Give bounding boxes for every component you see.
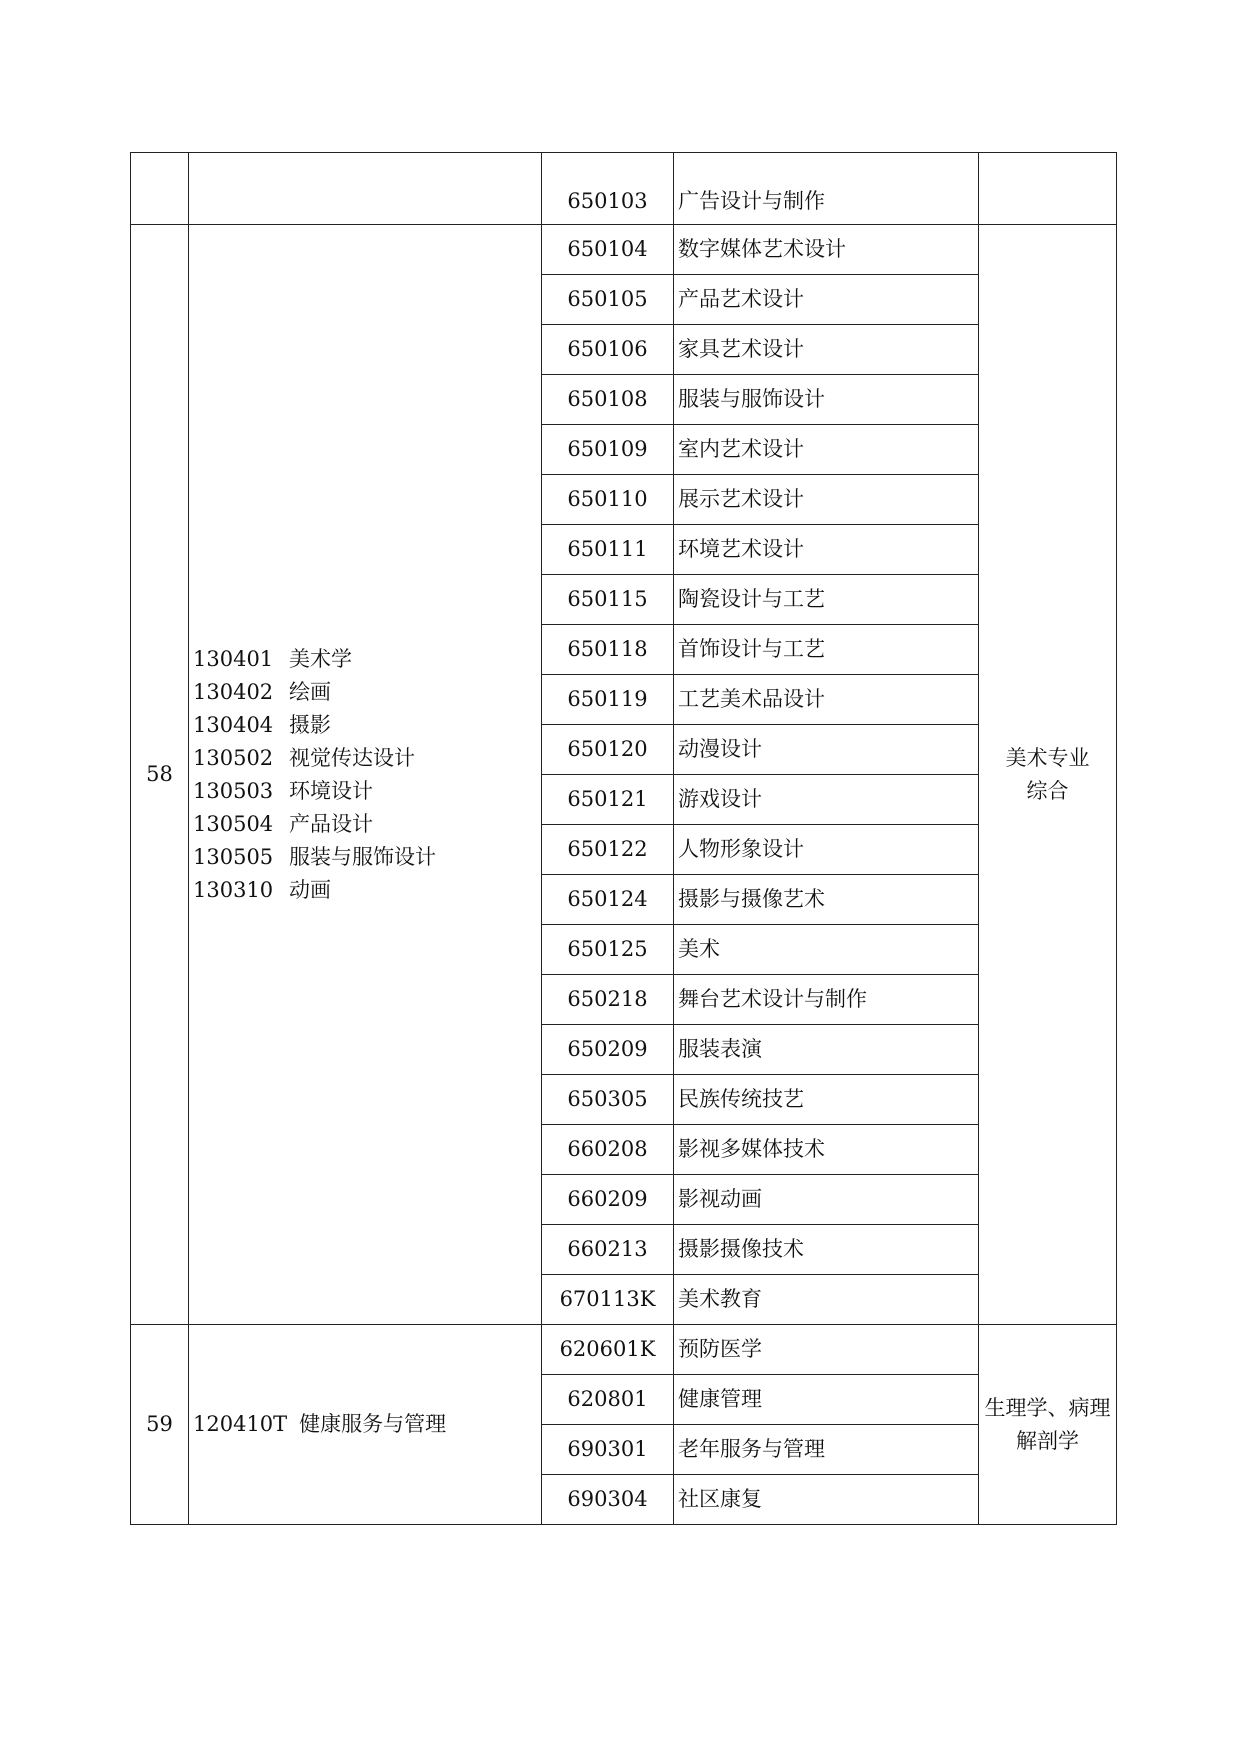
vocational-code: 650305 (542, 1075, 674, 1125)
vocational-name: 影视多媒体技术 (674, 1125, 979, 1175)
major-item (193, 676, 537, 709)
major-name: 绘画 (289, 679, 331, 704)
major-item (193, 808, 537, 841)
major-code: 130402 (193, 679, 274, 704)
exam-subject-line: 解剖学 (1016, 1428, 1079, 1453)
major-name: 产品设计 (289, 811, 373, 836)
vocational-name: 服装表演 (674, 1025, 979, 1075)
vocational-name: 民族传统技艺 (674, 1075, 979, 1125)
exam-subject-line: 美术专业 (1005, 745, 1090, 770)
vocational-name: 工艺美术品设计 (674, 675, 979, 725)
table-row (131, 225, 1117, 275)
vocational-code: 650115 (542, 575, 674, 625)
vocational-code: 650108 (542, 375, 674, 425)
vocational-code: 660213 (542, 1225, 674, 1275)
major-code: 130505 (193, 844, 274, 869)
undergrad-majors-cell (189, 1325, 542, 1525)
major-item (193, 709, 537, 742)
code-cell: 650103 (542, 153, 674, 225)
major-item (193, 775, 537, 808)
vocational-code: 670113K (542, 1275, 674, 1325)
vocational-name: 健康管理 (674, 1375, 979, 1425)
vocational-code: 650109 (542, 425, 674, 475)
group-number: 59 (131, 1325, 189, 1525)
vocational-code: 650105 (542, 275, 674, 325)
vocational-code: 650121 (542, 775, 674, 825)
vocational-name: 陶瓷设计与工艺 (674, 575, 979, 625)
vocational-name: 数字媒体艺术设计 (674, 225, 979, 275)
vocational-code: 660208 (542, 1125, 674, 1175)
major-item (193, 1408, 537, 1441)
exam-subject-line: 综合 (1026, 778, 1069, 803)
vocational-code: 650104 (542, 225, 674, 275)
vocational-name: 预防医学 (674, 1325, 979, 1375)
vocational-code: 660209 (542, 1175, 674, 1225)
vocational-name: 老年服务与管理 (674, 1425, 979, 1475)
vocational-code: 690304 (542, 1475, 674, 1525)
major-item (193, 874, 537, 907)
undergrad-majors-cell (189, 225, 542, 1325)
vocational-name: 展示艺术设计 (674, 475, 979, 525)
major-item (193, 742, 537, 775)
major-name: 环境设计 (289, 778, 373, 803)
vocational-code: 650106 (542, 325, 674, 375)
name-cell: 广告设计与制作 (674, 153, 979, 225)
group-number: 58 (131, 225, 189, 1325)
exam-subject (979, 1325, 1117, 1525)
vocational-code: 620801 (542, 1375, 674, 1425)
major-code: 130310 (193, 877, 274, 902)
vocational-name: 摄影与摄像艺术 (674, 875, 979, 925)
vocational-name: 家具艺术设计 (674, 325, 979, 375)
vocational-name: 影视动画 (674, 1175, 979, 1225)
vocational-code: 690301 (542, 1425, 674, 1475)
vocational-name: 产品艺术设计 (674, 275, 979, 325)
vocational-name: 摄影摄像技术 (674, 1225, 979, 1275)
vocational-code: 650110 (542, 475, 674, 525)
major-mapping-table (130, 152, 1117, 1525)
vocational-code: 650119 (542, 675, 674, 725)
major-code: 130404 (193, 712, 274, 737)
vocational-code: 650218 (542, 975, 674, 1025)
vocational-name: 环境艺术设计 (674, 525, 979, 575)
major-name: 摄影 (289, 712, 331, 737)
major-item (193, 841, 537, 874)
major-name: 服装与服饰设计 (289, 844, 436, 869)
exam-subject-line: 生理学、病理 (984, 1395, 1111, 1420)
vocational-name: 室内艺术设计 (674, 425, 979, 475)
vocational-code: 650118 (542, 625, 674, 675)
major-code: 130401 (193, 646, 274, 671)
exam-subject (979, 225, 1117, 1325)
vocational-code: 650120 (542, 725, 674, 775)
major-name: 动画 (289, 877, 331, 902)
vocational-name: 游戏设计 (674, 775, 979, 825)
major-code: 130504 (193, 811, 274, 836)
vocational-code: 650209 (542, 1025, 674, 1075)
exam-cell (979, 153, 1117, 225)
major-code: 120410T (193, 1412, 288, 1436)
vocational-name: 美术 (674, 925, 979, 975)
vocational-name: 动漫设计 (674, 725, 979, 775)
vocational-code: 650111 (542, 525, 674, 575)
major-name: 健康服务与管理 (299, 1412, 447, 1436)
continuation-row (131, 153, 1117, 225)
vocational-name: 人物形象设计 (674, 825, 979, 875)
major-name: 美术学 (289, 646, 352, 671)
num-cell (131, 153, 189, 225)
table-row (131, 1325, 1117, 1375)
major-code: 130503 (193, 778, 274, 803)
vocational-name: 舞台艺术设计与制作 (674, 975, 979, 1025)
major-code: 130502 (193, 745, 274, 770)
vocational-code: 650122 (542, 825, 674, 875)
vocational-name: 服装与服饰设计 (674, 375, 979, 425)
vocational-name: 首饰设计与工艺 (674, 625, 979, 675)
vocational-name: 美术教育 (674, 1275, 979, 1325)
vocational-code: 650125 (542, 925, 674, 975)
vocational-name: 社区康复 (674, 1475, 979, 1525)
vocational-code: 650124 (542, 875, 674, 925)
vocational-code: 620601K (542, 1325, 674, 1375)
major-name: 视觉传达设计 (289, 745, 415, 770)
major-item (193, 643, 537, 676)
majors-cell (189, 153, 542, 225)
